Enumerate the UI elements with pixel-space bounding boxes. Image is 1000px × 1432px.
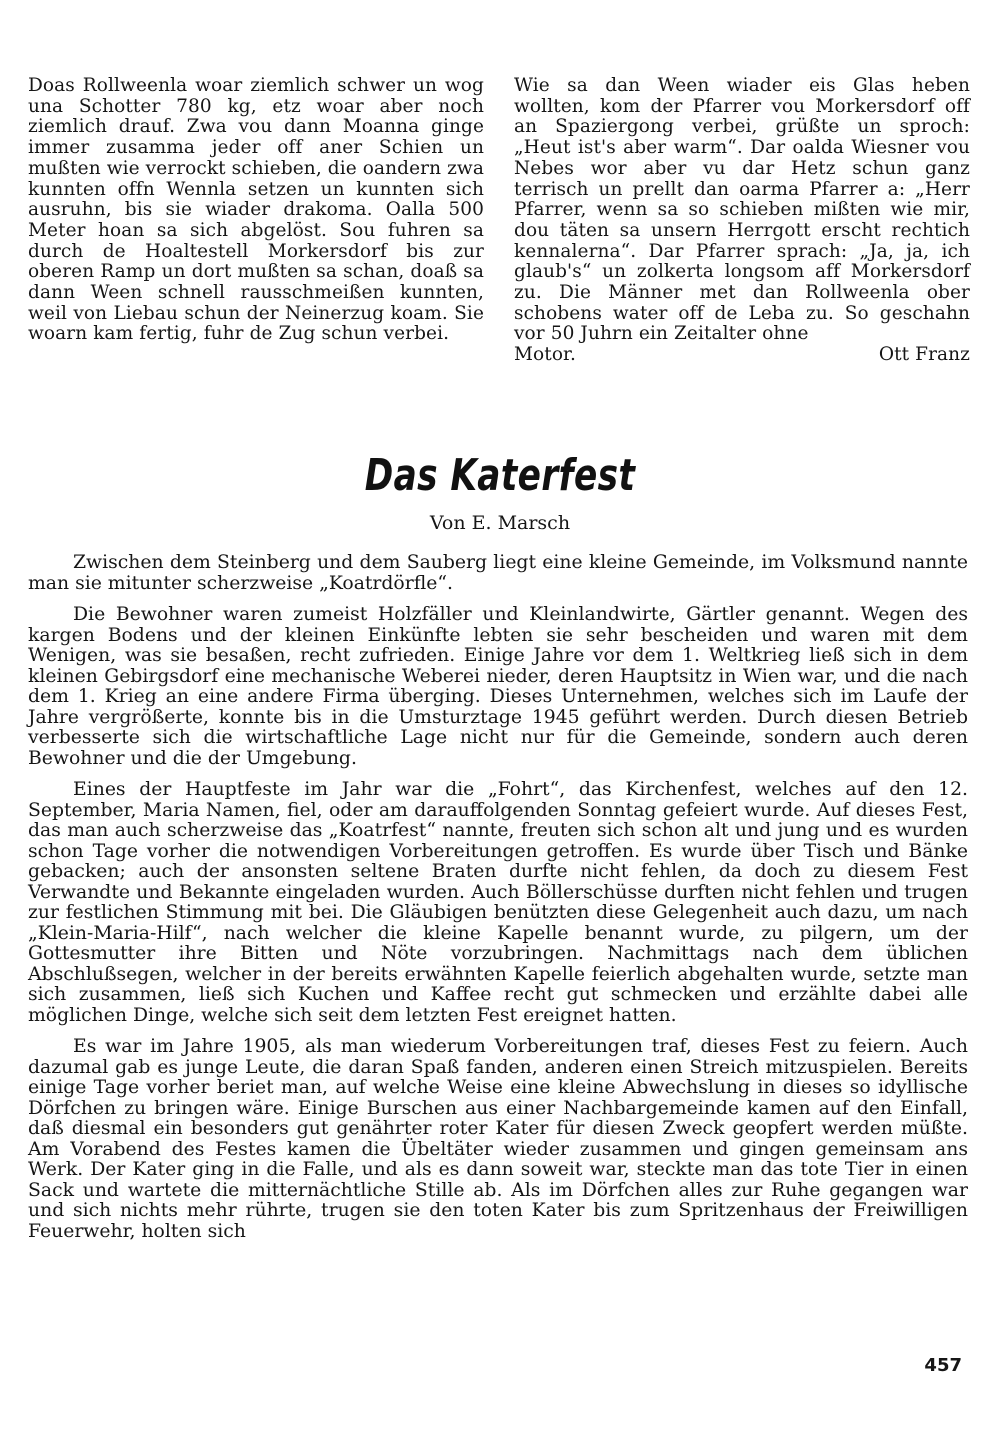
author-name: Ott Franz [878, 344, 970, 366]
article-paragraph: Die Bewohner waren zumeist Holzfäller und Kleinlandwirte, Gärtler genannt. Wegen des kargen Bodens und der kleinen Einkünfte lebten sie sehr bescheiden und waren mit dem Wenigen, was sie besaßen, recht zufrieden. Einige Jahre vor dem 1. Weltkrieg ließ sich in dem kleinen Gebirgsdorf eine mechanische Weberei nieder, deren Hauptsitz in Wien war, und die nach dem 1. Krieg an eine andere Firma überging. Dieses Unternehmen, welches sich im Laufe der Jahre vergrößerte, konnte bis in die Umsturztage 1945 geführt werden. Durch diesen Betrieb verbesserte sich die wirtschaftliche Lage nicht nur für die Gemeinde, sondern auch deren Bewohner und die der Umgebung. [28, 604, 968, 769]
article-byline: Von E. Marsch [429, 512, 571, 534]
signoff-line [514, 345, 970, 366]
article-body [28, 553, 968, 1253]
article-paragraph: Eines der Hauptfeste im Jahr war die „Fohrt“, das Kirchenfest, welches auf den 12. September, Maria Namen, fiel, oder am darauffolgenden Sonntag gefeiert wurde. Auf dieses Fest, das man auch scherzweise das „Koatrfest“ nannte, freuten sich schon alt und jung und es wurden schon Tage vorher die notwendigen Vorbereitungen getroffen. Es wurde über Tisch und Bänke gebacken; auch der ansonsten seltene Braten durfte nicht fehlen, da doch zu diesem Fest Verwandte und Bekannte eingeladen wurden. Auch Böllerschüsse durften nicht fehlen und trugen zur festlichen Stimmung mit bei. Die Gläubigen benützten diese Gelegenheit auch dazu, um nach „Klein-Maria-Hilf“, nach welcher die kleine Kapelle benannt wurde, zu pilgern, um der Gottesmutter ihre Bitten und Nöte vorzubringen. Nachmittags nach dem üblichen Abschlußsegen, welcher in der bereits erwähnten Kapelle feierlich abgehalten wurde, setzte man sich zusammen, ließ sich Kuchen und Kaffee recht gut schmecken und erzählte dabei alle möglichen Dinge, welche sich seit dem letzten Fest ereignet hatten. [28, 779, 968, 1026]
article-paragraph: Es war im Jahre 1905, als man wiederum Vorbereitungen traf, dieses Fest zu feiern. Auch dazumal gab es junge Leute, die daran Spaß fanden, anderen einen Streich mitzuspielen. Bereits einige Tage vorher beriet man, auf welche Weise eine kleine Abwechslung in dieses so idyllische Dörfchen zu bringen wäre. Einige Burschen aus einer Nachbargemeinde kamen auf den Einfall, daß diesmal ein besonders gut genährter roter Kater für diesen Zweck geopfert werden müßte. Am Vorabend des Festes kamen die Übeltäter wieder zusammen und gingen gemeinsam ans Werk. Der Kater ging in die Falle, und als es dann soweit war, steckte man das tote Tier in einen Sack und wartete die mitternächtliche Stille ab. Als im Dörfchen alles zur Ruhe gegangen war und sich nichts mehr rührte, trugen sie den toten Kater bis zum Spritzenhaus der Freiwilligen Feuerwehr, holten sich [28, 1036, 968, 1242]
right-column-last-word: Motor. [514, 344, 576, 366]
article-paragraph: Zwischen dem Steinberg und dem Sauberg liegt eine kleine Gemeinde, im Volksmund nannte man sie mitunter scherzweise „Koatrdörfle“. [28, 552, 968, 594]
left-column-text: Doas Rollweenla woar ziemlich schwer un wog una Schotter 780 kg, etz woar aber noch ziemlich drauf. Zwa vou dann Moanna ginge immer zusamma jeder off aner Schien un mußten wie verrockt schieben, die oandern zwa kunnten offn Wennla setzen un kunnten sich ausruhn, bis sie wiader drakoma. Oalla 500 Meter hoan sa sich abgelöst. Sou fuhren sa durch de Hoaltestell Morkersdorf bis zur oberen Ramp un dort mußten sa schan, doaß sa dann Ween schnell rausschmeißen kunnten, weil von Liebau schun der Neinerzug koam. Sie woarn kam fertig, fuhr de Zug schun verbei. [28, 75, 484, 345]
left-column [28, 76, 484, 345]
article-title: Das Katerfest [364, 450, 636, 501]
right-column-text: Wie sa dan Ween wiader eis Glas heben wollten, kom der Pfarrer vou Morkersdorf off an Spaziergong verbei, grüßte un sproch: „Heut ist's aber warm“. Dar oalda Wiesner vou Nebes wor aber vu dar Hetz schun ganz terrisch un prellt dan oarma Pfarrer a: „Herr Pfarrer, wenn sa so schieben mißten wie mir, dou täten sa unsern Herrgott erscht rechtich kennalerna“. Dar Pfarrer sprach: „Ja, ja, ich glaub's“ un zolkerta longsom aff Morkersdorf zu. Die Männer met dan Rollweenla ober schobens water off de Leba zu. So geschahn vor 50 Juhrn ein Zeitalter ohne [514, 75, 970, 345]
page-number: 457 [924, 1355, 962, 1376]
right-column [514, 76, 970, 366]
